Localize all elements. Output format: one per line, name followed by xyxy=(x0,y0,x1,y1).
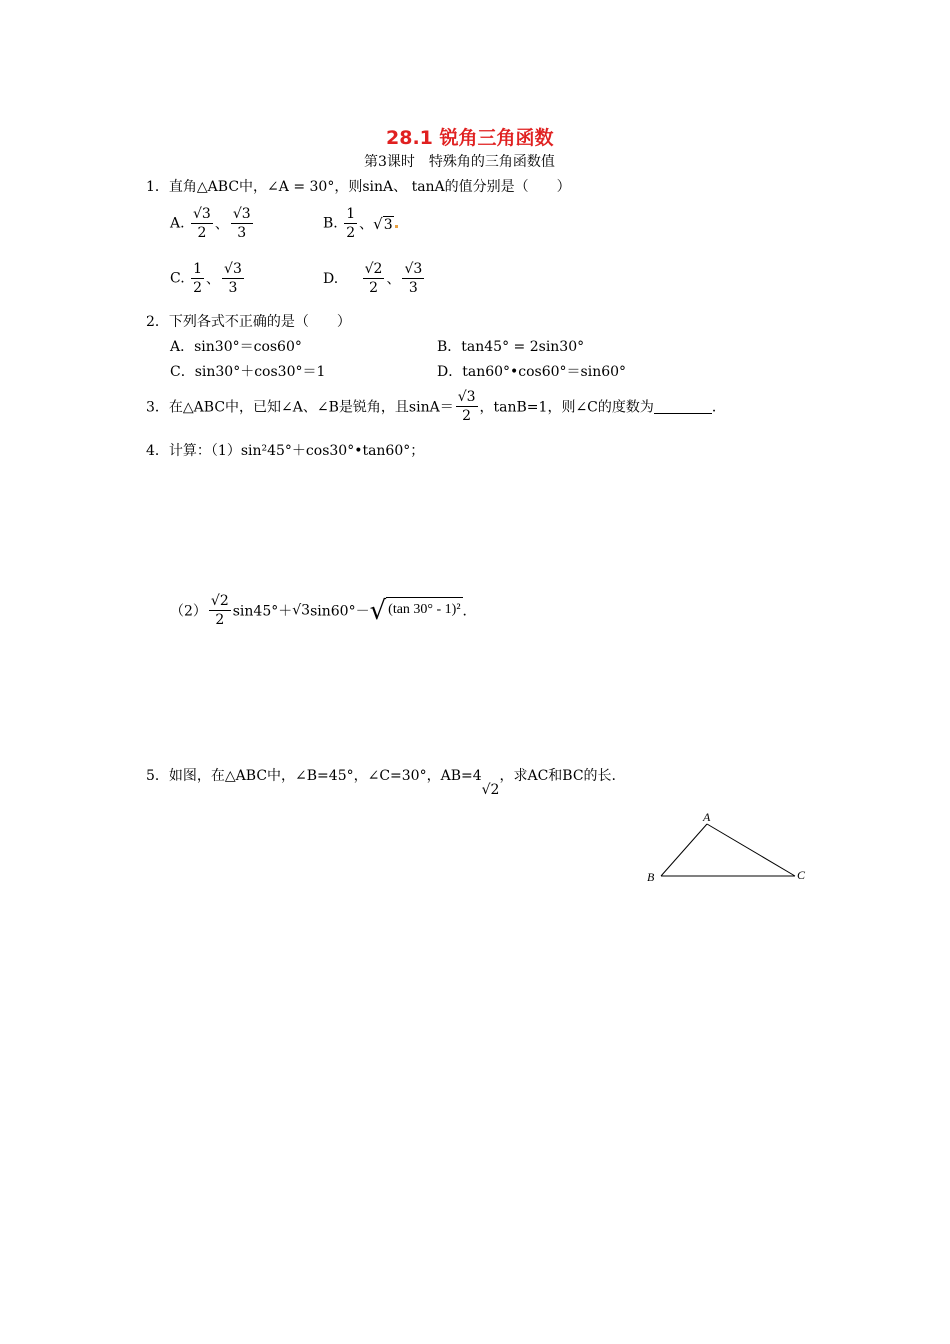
q1-option-d xyxy=(323,260,426,297)
vertex-c-label: C xyxy=(797,868,806,882)
q4-part-a: sin45°＋ xyxy=(232,603,293,620)
q1-d-label: D. xyxy=(323,270,339,287)
separator: 、 xyxy=(206,271,221,288)
page-title: 28.1 锐角三角函数 xyxy=(386,127,554,149)
triangle-figure xyxy=(645,810,815,890)
square-root: √ 3 xyxy=(373,214,393,233)
denominator: 2 xyxy=(193,280,203,296)
big-square-root: √ (tan 30° - 1)² xyxy=(369,595,461,626)
numerator: √3 xyxy=(457,389,476,405)
fraction xyxy=(191,205,213,242)
fraction xyxy=(191,260,204,297)
numerator: √2 xyxy=(364,261,383,277)
q3-stem-before: 3．在△ABC中，已知∠A、∠B是锐角，且sinA＝ xyxy=(146,399,454,416)
fraction xyxy=(402,260,424,297)
side-ab xyxy=(661,824,707,876)
fraction xyxy=(363,260,385,297)
q1-a-label: A. xyxy=(170,215,185,232)
page-subtitle: 第3课时 特殊角的三角函数值 xyxy=(364,154,555,170)
q1-stem: 1．直角△ABC中，∠A = 30°，则sinA、 tanA的值分别是（ ） xyxy=(146,179,571,195)
q1-b-label: B. xyxy=(323,215,338,232)
mark-dot xyxy=(395,225,398,228)
q2-option-d: D．tan60°•cos60°＝sin60° xyxy=(437,364,627,380)
q1-option-a xyxy=(170,205,255,242)
answer-blank xyxy=(654,399,712,414)
numerator: 1 xyxy=(193,261,203,277)
fraction xyxy=(209,592,231,629)
q4-stem: 4．计算：（1）sin²45°＋cos30°•tan60°； xyxy=(146,443,425,459)
denominator: 2 xyxy=(197,225,207,241)
denominator: 2 xyxy=(215,612,225,628)
q5-question xyxy=(146,765,617,798)
fraction xyxy=(222,260,244,297)
radicand: 3 xyxy=(383,216,393,233)
q3-stem-after: ，tanB=1，则∠C的度数为 xyxy=(479,399,654,416)
q2-option-c: C．sin30°＋cos30°＝1 xyxy=(170,364,326,380)
denominator: 3 xyxy=(408,280,418,296)
q2-option-b: B．tan45° = 2sin30° xyxy=(437,339,585,355)
q1-option-b xyxy=(323,205,399,242)
q2-stem: 2．下列各式不正确的是（ ） xyxy=(146,314,351,330)
q4-part-2 xyxy=(170,592,477,629)
q1-option-c xyxy=(170,260,246,297)
fraction xyxy=(231,205,253,242)
sqrt2: √2 xyxy=(481,782,500,798)
separator: 、 xyxy=(359,216,374,233)
fraction xyxy=(456,388,478,425)
sqrt3: √3 xyxy=(292,602,311,619)
vertex-b-label: B xyxy=(647,870,655,884)
vertex-a-label: A xyxy=(703,810,711,824)
numerator: √2 xyxy=(210,593,229,609)
numerator: √3 xyxy=(232,206,251,222)
denominator: 2 xyxy=(346,225,356,241)
q2-option-a: A．sin30°＝cos60° xyxy=(170,339,302,355)
denominator: 3 xyxy=(237,225,247,241)
numerator: √3 xyxy=(193,206,211,222)
q4-p2-label: （2） xyxy=(170,603,207,620)
fraction xyxy=(344,205,357,242)
denominator: 2 xyxy=(369,280,379,296)
q3-question xyxy=(146,388,726,425)
q4-part-b: sin60°－ xyxy=(310,603,370,620)
separator: 、 xyxy=(386,271,401,288)
q5-stem-after: ，求AC和BC的长. xyxy=(499,768,617,784)
side-ac xyxy=(707,824,795,876)
q5-stem-before: 5．如图，在△ABC中，∠B=45°，∠C=30°，AB=4 xyxy=(146,768,482,784)
denominator: 2 xyxy=(462,408,472,424)
denominator: 3 xyxy=(228,280,238,296)
numerator: √3 xyxy=(404,261,423,277)
q1-c-label: C. xyxy=(170,270,185,287)
separator: 、 xyxy=(214,216,229,233)
radicand: (tan 30° - 1)² xyxy=(386,597,462,625)
q3-end: ． xyxy=(711,399,726,416)
q4-end: ． xyxy=(462,603,477,620)
numerator: √3 xyxy=(224,261,242,277)
numerator: 1 xyxy=(346,206,356,222)
